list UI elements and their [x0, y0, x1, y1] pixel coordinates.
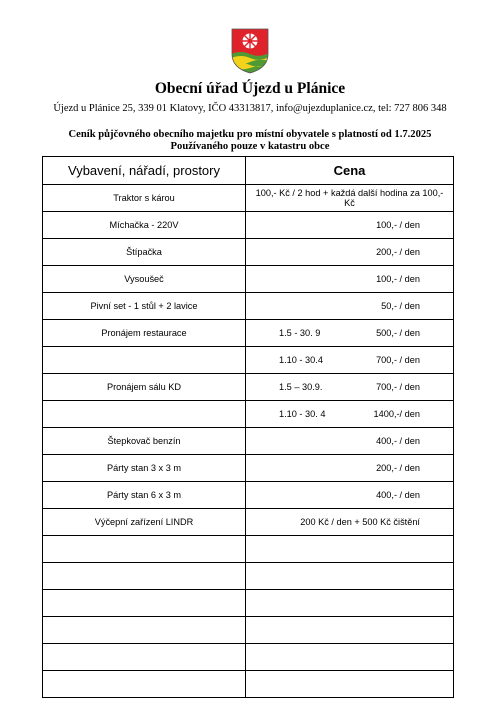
price-table [42, 156, 454, 698]
office-title: Obecní úřad Újezd u Plánice [154, 80, 346, 97]
table-row [43, 401, 454, 428]
price-cell [246, 293, 454, 320]
item-cell: Pronájem restaurace [43, 320, 246, 347]
item-cell [43, 617, 246, 644]
table-row [43, 509, 454, 536]
table-row [43, 266, 454, 293]
item-cell: Štípačka [43, 239, 246, 266]
rate-text: 400,- / den [376, 436, 420, 446]
price-cell: 100,- Kč / 2 hod + každá další hodina za 100,- Kč [246, 185, 454, 212]
price-cell [246, 320, 454, 347]
price-cell [246, 347, 454, 374]
rate-text: 50,- / den [381, 301, 420, 311]
table-row [43, 563, 454, 590]
item-cell [43, 401, 246, 428]
notice-line-1: Ceník půjčovného obecního majetku pro místní obyvatele s platností od 1.7.2025 [68, 129, 432, 140]
table-row [43, 455, 454, 482]
period-text: 1.5 - 30. 9 [279, 328, 321, 338]
item-cell: Pivní set - 1 stůl + 2 lavice [43, 293, 246, 320]
item-cell: Štepkovač benzín [43, 428, 246, 455]
rate-text: 200,- / den [376, 247, 420, 257]
item-cell: Pronájem sálu KD [43, 374, 246, 401]
item-cell [43, 590, 246, 617]
item-cell [43, 347, 246, 374]
table-row [43, 374, 454, 401]
office-address: Újezd u Plánice 25, 339 01 Klatovy, IČO 43313817, info@ujezduplanice.cz, tel: 727 806 348 [53, 103, 447, 114]
price-cell [246, 212, 454, 239]
table-header-row [43, 157, 454, 185]
rate-text: 400,- / den [376, 490, 420, 500]
header-equipment: Vybavení, nářadí, prostory [43, 157, 246, 185]
item-cell: Párty stan 3 x 3 m [43, 455, 246, 482]
price-cell [246, 401, 454, 428]
table-row [43, 347, 454, 374]
period-text: 1.10 - 30.4 [279, 355, 323, 365]
table-row [43, 320, 454, 347]
price-cell [246, 536, 454, 563]
item-cell [43, 644, 246, 671]
price-cell [246, 455, 454, 482]
item-cell: Vysoušeč [43, 266, 246, 293]
price-cell [246, 374, 454, 401]
period-text: 1.10 - 30. 4 [279, 409, 326, 419]
rate-text: 1400,-/ den [373, 409, 420, 419]
table-row [43, 671, 454, 698]
price-cell [246, 509, 454, 536]
table-row [43, 212, 454, 239]
table-row [43, 644, 454, 671]
table-row [43, 536, 454, 563]
rate-text: 700,- / den [376, 382, 420, 392]
price-cell [246, 428, 454, 455]
table-row [43, 482, 454, 509]
table-row [43, 617, 454, 644]
period-text: 1.5 – 30.9. [279, 382, 323, 392]
price-cell [246, 239, 454, 266]
coat-of-arms-icon [231, 28, 269, 74]
price-cell [246, 563, 454, 590]
rate-text: 700,- / den [376, 355, 420, 365]
price-cell [246, 671, 454, 698]
item-cell [43, 536, 246, 563]
rate-text: 100,- / den [376, 274, 420, 284]
item-cell: Výčepní zařízení LINDR [43, 509, 246, 536]
item-cell: Párty stan 6 x 3 m [43, 482, 246, 509]
table-row [43, 293, 454, 320]
rate-text: 200 Kč / den + 500 Kč čištění [300, 517, 420, 527]
price-cell [246, 590, 454, 617]
table-row [43, 185, 454, 212]
item-cell: Traktor s károu [43, 185, 246, 212]
item-cell: Míchačka - 220V [43, 212, 246, 239]
price-cell [246, 644, 454, 671]
header-price: Cena [246, 157, 454, 185]
rate-text: 100,- / den [376, 220, 420, 230]
price-cell [246, 266, 454, 293]
price-cell [246, 617, 454, 644]
table-row [43, 239, 454, 266]
price-cell [246, 482, 454, 509]
notice-line-2: Používaného pouze v katastru obce [170, 141, 330, 152]
rate-text: 500,- / den [376, 328, 420, 338]
notice-heading [0, 129, 500, 153]
rate-text: 200,- / den [376, 463, 420, 473]
item-cell [43, 671, 246, 698]
item-cell [43, 563, 246, 590]
table-row [43, 590, 454, 617]
table-row [43, 428, 454, 455]
